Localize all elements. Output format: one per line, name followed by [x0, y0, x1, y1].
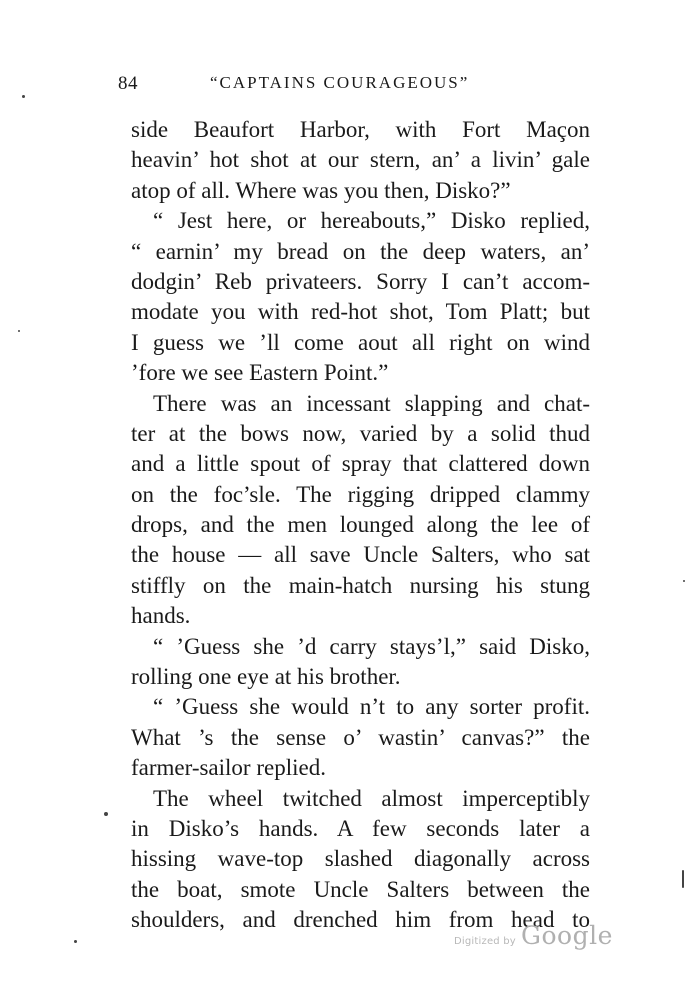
text-line: the boat, smote Uncle Salters between the: [131, 876, 590, 902]
text-line: rolling one eye at his brother.: [131, 664, 401, 690]
text-line: in Disko’s hands. A few seconds later a: [131, 815, 590, 841]
text-line: “ earnin’ my bread on the deep waters, an’: [131, 238, 590, 264]
text-line: the house — all save Uncle Salters, who sat: [131, 542, 590, 568]
text-line: hands.: [131, 603, 191, 629]
text-line: farmer-sailor replied.: [131, 755, 326, 781]
text-line: on the foc’sle. The rigging dripped clammy: [131, 481, 590, 507]
text-line: There was an incessant slapping and chat-: [153, 390, 590, 416]
text-line: I guess we ’ll come aout all right on wind: [131, 329, 590, 355]
text-line: modate you with red-hot shot, Tom Platt; but: [131, 299, 590, 325]
text-line: heavin’ hot shot at our stern, an’ a livin’ gale: [131, 147, 590, 173]
text-line: side Beaufort Harbor, with Fort Maçon: [131, 117, 590, 142]
text-line: dodgin’ Reb privateers. Sorry I can’t accom-: [131, 268, 590, 294]
text-line: “ ’Guess she ’d carry stays’l,” said Disko,: [153, 633, 590, 659]
text-line: ter at the bows now, varied by a solid thud: [131, 420, 590, 446]
text-line: “ ’Guess she would n’t to any sorter profit.: [153, 694, 590, 720]
scan-speck: [74, 940, 77, 943]
google-watermark: [454, 921, 613, 950]
scan-speck: [682, 870, 684, 888]
scan-speck: [683, 580, 685, 582]
text-line: shoulders, and drenched him from head to: [131, 907, 590, 933]
scan-speck: [22, 95, 25, 98]
watermark-prefix: Digitized by: [454, 936, 516, 947]
page-number: 84: [118, 73, 138, 94]
text-line: stiffly on the main-hatch nursing his stung: [131, 572, 590, 598]
scan-speck: [104, 812, 108, 816]
text-line: “ Jest here, or hereabouts,” Disko replied,: [153, 208, 590, 234]
body-text: [131, 115, 590, 936]
text-line: The wheel twitched almost imperceptibly: [153, 785, 590, 811]
text-line: What ’s the sense o’ wastin’ canvas?” the: [131, 724, 590, 750]
text-line: drops, and the men lounged along the lee of: [131, 512, 590, 538]
text-line: and a little spout of spray that clattered down: [131, 451, 590, 477]
google-logo: Google: [521, 921, 613, 950]
text-line: hissing wave-top slashed diagonally across: [131, 846, 590, 872]
text-line: ’fore we see Eastern Point.”: [131, 360, 389, 386]
scan-speck: [18, 330, 20, 332]
text-line: atop of all. Where was you then, Disko?”: [131, 177, 511, 203]
running-head: “CAPTAINS COURAGEOUS”: [210, 73, 470, 92]
